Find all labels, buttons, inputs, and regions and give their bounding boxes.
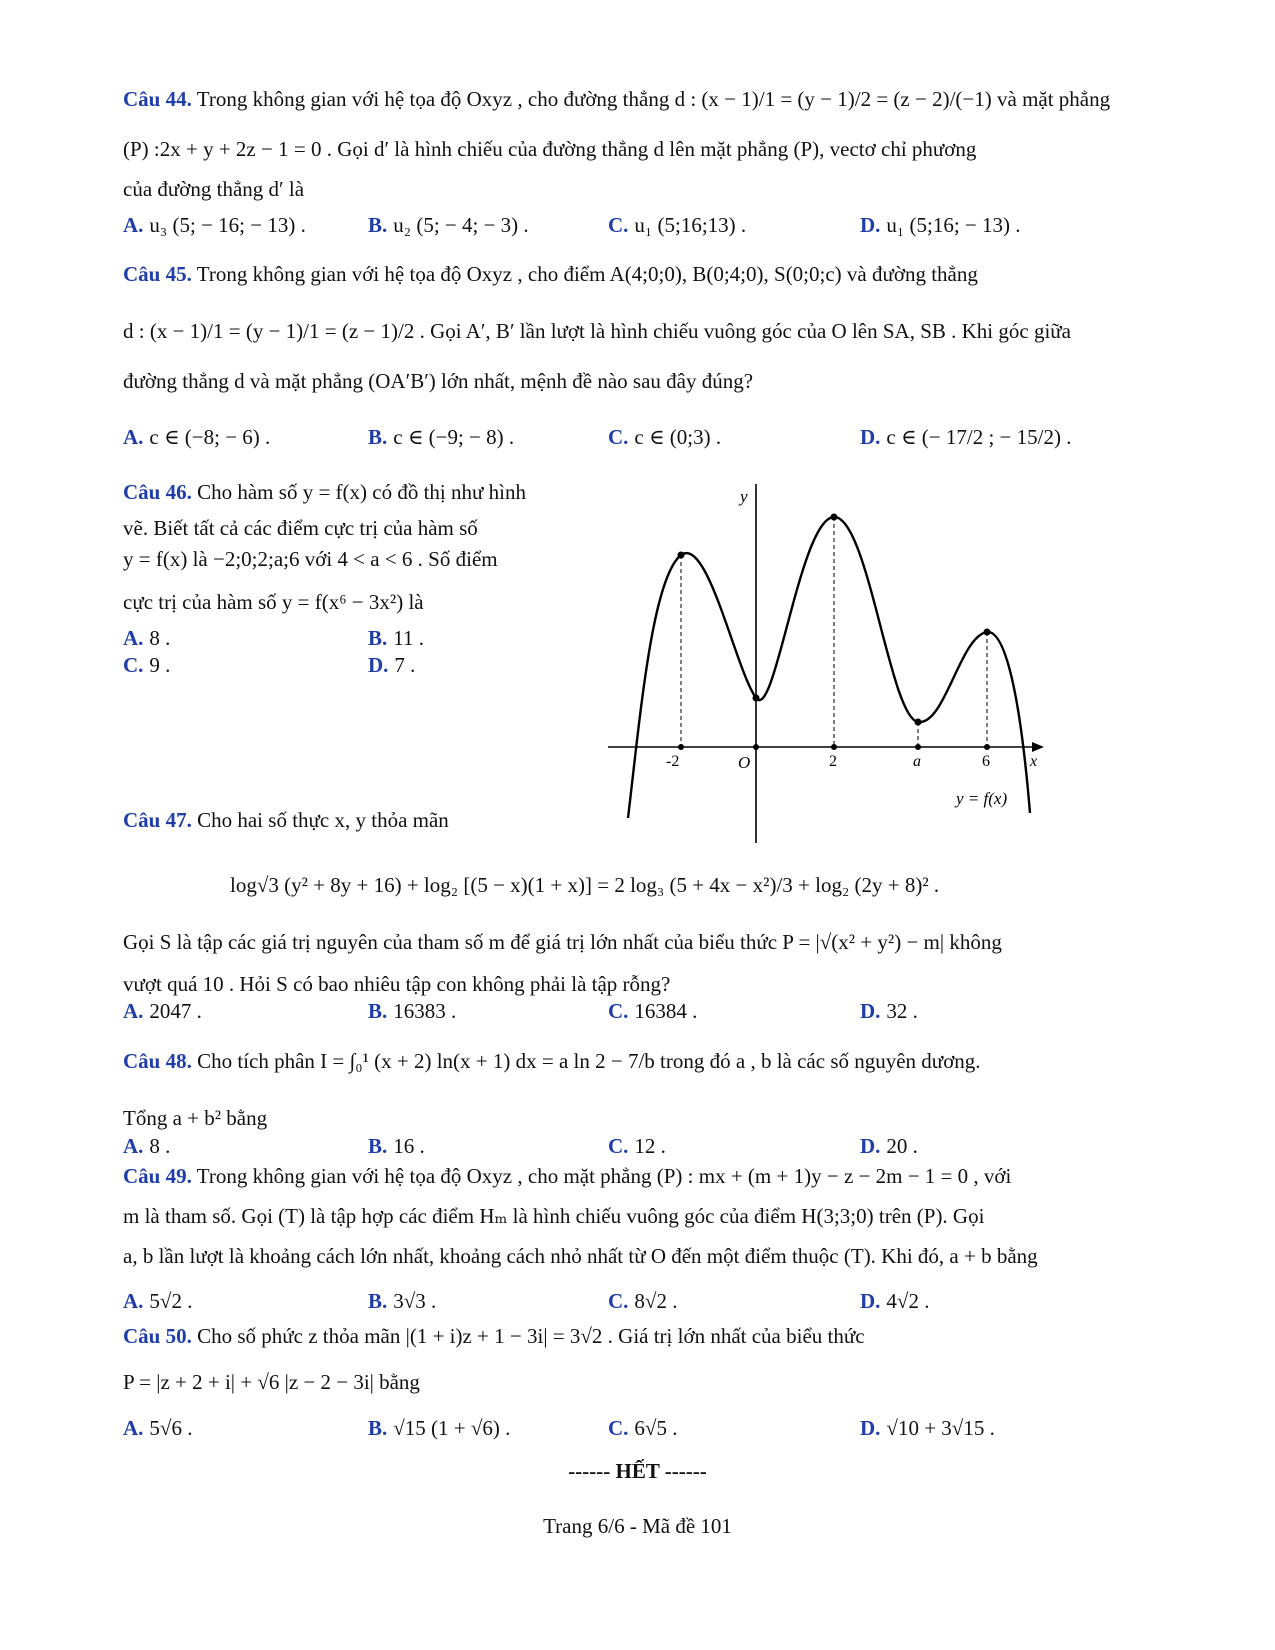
question-48-text-2: Tổng a + b² bằng (123, 1106, 268, 1130)
option-text: u₂ (5; − 4; − 3) . (393, 213, 529, 237)
question-44-text-1: Trong không gian với hệ tọa độ Oxyz , cho đường thẳng d : (x − 1)/1 = (y − 1)/2 = (z − 2)/(−1) và mặt phẳng (196, 87, 1111, 111)
option-text: 20 . (886, 1134, 918, 1158)
question-50-line-1 (123, 1323, 865, 1349)
question-48-option-c[interactable] (608, 1133, 666, 1159)
option-text: c ∈ (0;3) . (634, 425, 722, 449)
axis-point (915, 744, 921, 750)
question-48-label: Câu 48. (123, 1049, 192, 1073)
question-47-text-4: vượt quá 10 . Hỏi S có bao nhiêu tập con không phải là tập rỗng? (123, 972, 671, 996)
option-text: √15 (1 + √6) . (393, 1416, 511, 1440)
question-44-option-b[interactable] (368, 212, 529, 238)
question-50-text-1: Cho số phức z thỏa mãn |(1 + i)z + 1 − 3i| = 3√2 . Giá trị lớn nhất của biểu thức (197, 1324, 865, 1348)
axis-point (831, 744, 837, 750)
question-45-line-1 (123, 261, 978, 287)
question-48-line-2 (123, 1105, 267, 1131)
option-text: 9 . (149, 653, 171, 677)
question-44-text-2: (P) :2x + y + 2z − 1 = 0 . Gọi d′ là hình chiếu của đường thẳng d lên mặt phẳng (P), vectơ chỉ phương (123, 137, 977, 161)
option-text: u₁ (5;16; − 13) . (886, 213, 1021, 237)
question-49-option-d[interactable] (860, 1288, 929, 1314)
option-text: √10 + 3√15 . (886, 1416, 995, 1440)
question-46-label: Câu 46. (123, 480, 192, 504)
question-44-line-2 (123, 136, 976, 162)
option-text: 2047 . (149, 999, 202, 1023)
option-text: 3√3 . (393, 1289, 437, 1313)
option-label: B. (368, 1134, 388, 1158)
question-44-label: Câu 44. (123, 87, 192, 111)
question-45-option-a[interactable] (123, 424, 270, 450)
question-49-label: Câu 49. (123, 1164, 192, 1188)
question-45-option-c[interactable] (608, 424, 721, 450)
question-48-text-1: Cho tích phân I = ∫₀¹ (x + 2) ln(x + 1) dx = a ln 2 − 7/b trong đó a , b là các số nguyên dương. (197, 1049, 981, 1073)
question-50-label: Câu 50. (123, 1324, 192, 1348)
question-47-equation (230, 872, 939, 898)
option-text: c ∈ (−8; − 6) . (149, 425, 271, 449)
option-text: 16383 . (393, 999, 457, 1023)
question-46-line-4 (123, 589, 424, 615)
question-47-option-d[interactable] (860, 998, 918, 1024)
question-49-option-a[interactable] (123, 1288, 192, 1314)
option-label: A. (123, 1416, 144, 1440)
option-label: C. (608, 1289, 629, 1313)
option-text: 16384 . (634, 999, 698, 1023)
question-47-line-4 (123, 971, 670, 997)
question-47-text-1: Cho hai số thực x, y thỏa mãn (197, 808, 449, 832)
option-label: A. (123, 425, 144, 449)
tick-label: a (913, 753, 921, 770)
question-47-option-a[interactable] (123, 998, 202, 1024)
question-46-text-2: vẽ. Biết tất cả các điểm cực trị của hàm số (123, 516, 478, 540)
question-44-line-3 (123, 176, 304, 202)
question-46-option-b[interactable] (368, 625, 424, 651)
question-49-option-c[interactable] (608, 1288, 677, 1314)
option-text: 6√5 . (634, 1416, 678, 1440)
extremum-point (753, 695, 760, 702)
option-label: A. (123, 1289, 144, 1313)
question-45-text-2: d : (x − 1)/1 = (y − 1)/1 = (z − 1)/2 . Gọi A′, B′ lần lượt là hình chiếu vuông góc của O lên SA, SB . Khi góc giữa (123, 319, 1071, 343)
option-label: D. (860, 1289, 881, 1313)
question-48-option-a[interactable] (123, 1133, 170, 1159)
option-label: D. (860, 1134, 881, 1158)
question-49-line-2 (123, 1203, 984, 1229)
question-46-option-c[interactable] (123, 652, 170, 678)
axis-point (753, 744, 759, 750)
question-44-line-1 (123, 86, 1110, 112)
option-label: D. (860, 999, 881, 1023)
question-44-option-c[interactable] (608, 212, 746, 238)
option-text: 8 . (149, 1134, 171, 1158)
question-50-text-2: P = |z + 2 + i| + √6 |z − 2 − 3i| bằng (123, 1370, 420, 1394)
option-label: D. (860, 425, 881, 449)
option-text: 12 . (634, 1134, 666, 1158)
question-46-line-1 (123, 479, 526, 505)
question-48-line-1 (123, 1048, 981, 1074)
axis-point (984, 744, 990, 750)
question-46-line-3 (123, 546, 498, 572)
option-text: u₃ (5; − 16; − 13) . (149, 213, 306, 237)
option-label: B. (368, 1289, 388, 1313)
option-label: A. (123, 213, 144, 237)
question-47-option-b[interactable] (368, 998, 456, 1024)
option-text: u₁ (5;16;13) . (634, 213, 747, 237)
question-46-text-3: y = f(x) là −2;0;2;a;6 với 4 < a < 6 . Số điểm (123, 547, 498, 571)
tick-label: -2 (666, 753, 680, 770)
option-label: B. (368, 425, 388, 449)
option-label: B. (368, 999, 388, 1023)
option-text: 8√2 . (634, 1289, 678, 1313)
question-49-line-3 (123, 1243, 1038, 1269)
question-50-option-c[interactable] (608, 1415, 677, 1441)
question-45-option-d[interactable] (860, 424, 1071, 450)
question-50-option-d[interactable] (860, 1415, 995, 1441)
option-text: 16 . (393, 1134, 425, 1158)
function-label: y = f(x) (956, 789, 1008, 808)
question-46-option-a[interactable] (123, 625, 170, 651)
question-47-line-3 (123, 929, 1002, 955)
option-text: c ∈ (−9; − 8) . (393, 425, 515, 449)
question-47-text-3: Gọi S là tập các giá trị nguyên của tham số m để giá trị lớn nhất của biểu thức P = |√(x² + y²) − m| không (123, 930, 1002, 954)
question-48-option-b[interactable] (368, 1133, 425, 1159)
option-text: 4√2 . (886, 1289, 930, 1313)
question-45-text-3: đường thẳng d và mặt phẳng (OA′B′) lớn nhất, mệnh đề nào sau đây đúng? (123, 369, 754, 393)
option-label: C. (608, 1416, 629, 1440)
question-47-text-2: log√3 (y² + 8y + 16) + log₂ [(5 − x)(1 + x)] = 2 log₃ (5 + 4x − x²)/3 + log₂ (2y + 8)² . (230, 873, 940, 897)
option-label: C. (608, 425, 629, 449)
extremum-point (984, 629, 991, 636)
axis-point (678, 744, 684, 750)
option-label: A. (123, 626, 144, 650)
question-47-line-1 (123, 807, 449, 833)
option-label: D. (368, 653, 389, 677)
question-50-line-2 (123, 1369, 420, 1395)
end-of-exam-marker: ------ HẾT ------ (568, 1459, 707, 1483)
option-label: B. (368, 626, 388, 650)
question-44-text-3: của đường thẳng d′ là (123, 177, 305, 201)
question-45-option-b[interactable] (368, 424, 514, 450)
tick-label: 2 (829, 753, 837, 770)
question-46-text-4: cực trị của hàm số y = f(x⁶ − 3x²) là (123, 590, 424, 614)
extremum-point (915, 719, 922, 726)
question-47-label: Câu 47. (123, 808, 192, 832)
y-axis-label: y (740, 487, 748, 506)
origin-label: O (738, 753, 751, 772)
option-label: D. (860, 213, 881, 237)
option-label: C. (608, 999, 629, 1023)
question-44-option-d[interactable] (860, 212, 1021, 238)
extremum-point (831, 514, 838, 521)
question-44-option-a[interactable] (123, 212, 306, 238)
question-47-option-c[interactable] (608, 998, 697, 1024)
question-48-option-d[interactable] (860, 1133, 918, 1159)
function-curve (628, 517, 1030, 818)
option-text: 8 . (149, 626, 171, 650)
option-label: D. (860, 1416, 881, 1440)
question-49-line-1 (123, 1163, 1011, 1189)
x-axis-arrow-icon (1032, 742, 1044, 752)
option-text: 7 . (394, 653, 416, 677)
option-text: c ∈ (− 17/2 ; − 15/2) . (886, 425, 1072, 449)
question-46-option-d[interactable] (368, 652, 415, 678)
option-text: 5√6 . (149, 1416, 193, 1440)
question-49-text-2: m là tham số. Gọi (T) là tập hợp các điểm Hₘ là hình chiếu vuông góc của điểm H(3;3;0) trên (P). Gọi (123, 1204, 985, 1228)
option-label: A. (123, 1134, 144, 1158)
question-49-text-3: a, b lần lượt là khoảng cách lớn nhất, khoảng cách nhỏ nhất từ O đến một điểm thuộc (T). Khi đó, a + b bằng (123, 1244, 1038, 1268)
option-label: C. (608, 213, 629, 237)
option-label: B. (368, 213, 388, 237)
question-45-line-3 (123, 368, 753, 394)
x-axis-label: x (1030, 753, 1038, 770)
question-45-label: Câu 45. (123, 262, 192, 286)
question-46-line-2 (123, 515, 478, 541)
option-text: 5√2 . (149, 1289, 193, 1313)
question-45-text-1: Trong không gian với hệ tọa độ Oxyz , cho điểm A(4;0;0), B(0;4;0), S(0;0;c) và đường thẳng (196, 262, 978, 286)
option-label: C. (608, 1134, 629, 1158)
tick-label: 6 (982, 753, 990, 770)
option-text: 32 . (886, 999, 918, 1023)
question-49-text-1: Trong không gian với hệ tọa độ Oxyz , cho mặt phẳng (P) : mx + (m + 1)y − z − 2m − 1 = 0 , với (196, 1164, 1012, 1188)
page-footer: Trang 6/6 - Mã đề 101 (543, 1514, 732, 1538)
question-46-text-1: Cho hàm số y = f(x) có đồ thị như hình (197, 480, 526, 504)
question-50-option-a[interactable] (123, 1415, 192, 1441)
option-label: B. (368, 1416, 388, 1440)
option-label: A. (123, 999, 144, 1023)
option-text: 11 . (393, 626, 424, 650)
question-49-option-b[interactable] (368, 1288, 436, 1314)
function-graph (600, 478, 1060, 850)
question-50-option-b[interactable] (368, 1415, 510, 1441)
option-label: C. (123, 653, 144, 677)
question-45-line-2 (123, 318, 1071, 344)
extremum-point (678, 552, 685, 559)
